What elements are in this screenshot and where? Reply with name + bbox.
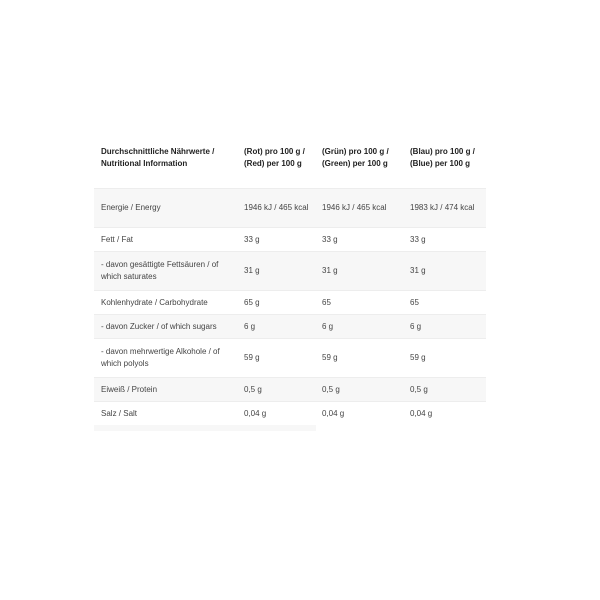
cell-blue: 6 g xyxy=(404,315,486,339)
header-blue: (Blau) pro 100 g / (Blue) per 100 g xyxy=(404,128,486,189)
header-nutritional-information: Durchschnittliche Nährwerte / Nutritional Information xyxy=(94,128,238,189)
row-label: - davon gesättigte Fettsäuren / of which saturates xyxy=(94,252,238,291)
row-label: - davon mehrwertige Alkohole / of which polyols xyxy=(94,339,238,378)
cell-red: 0,04 g xyxy=(238,402,316,426)
cell-green: 31 g xyxy=(316,252,404,291)
cell-blue: 33 g xyxy=(404,228,486,252)
table-row-saturates xyxy=(94,252,486,291)
table-row-fat xyxy=(94,228,486,252)
nutrition-table-container xyxy=(94,128,486,431)
cell-red: 0,5 g xyxy=(238,378,316,402)
row-label: Fett / Fat xyxy=(94,228,238,252)
header-red: (Rot) pro 100 g / (Red) per 100 g xyxy=(238,128,316,189)
row-label: Kohlenhydrate / Carbohydrate xyxy=(94,291,238,315)
cell-blue: 31 g xyxy=(404,252,486,291)
cell-red: 59 g xyxy=(238,339,316,378)
cell-red: 33 g xyxy=(238,228,316,252)
cell-blue: 0,5 g xyxy=(404,378,486,402)
cell-red: 65 g xyxy=(238,291,316,315)
cell-blue: 1983 kJ / 474 kcal xyxy=(404,189,486,228)
cell-green: 0,5 g xyxy=(316,378,404,402)
table-row-salt xyxy=(94,402,486,426)
table-header-row xyxy=(94,128,486,189)
table-row-polyols xyxy=(94,339,486,378)
cell-green: 1946 kJ / 465 kcal xyxy=(316,189,404,228)
cell-green: 6 g xyxy=(316,315,404,339)
cell-red: 1946 kJ / 465 kcal xyxy=(238,189,316,228)
cell-green: 33 g xyxy=(316,228,404,252)
cell-red: 31 g xyxy=(238,252,316,291)
row-label: Salz / Salt xyxy=(94,402,238,426)
cell-blue: 0,04 g xyxy=(404,402,486,426)
table-row-sugars xyxy=(94,315,486,339)
table-footer-strip xyxy=(94,425,316,431)
table-row-carbohydrate xyxy=(94,291,486,315)
row-label: Eiweiß / Protein xyxy=(94,378,238,402)
cell-green: 59 g xyxy=(316,339,404,378)
cell-green: 65 xyxy=(316,291,404,315)
cell-green: 0,04 g xyxy=(316,402,404,426)
cell-blue: 59 g xyxy=(404,339,486,378)
cell-blue: 65 xyxy=(404,291,486,315)
table-row-protein xyxy=(94,378,486,402)
table-row-energy xyxy=(94,189,486,228)
cell-red: 6 g xyxy=(238,315,316,339)
row-label: - davon Zucker / of which sugars xyxy=(94,315,238,339)
nutrition-table xyxy=(94,128,486,425)
row-label: Energie / Energy xyxy=(94,189,238,228)
header-green: (Grün) pro 100 g / (Green) per 100 g xyxy=(316,128,404,189)
